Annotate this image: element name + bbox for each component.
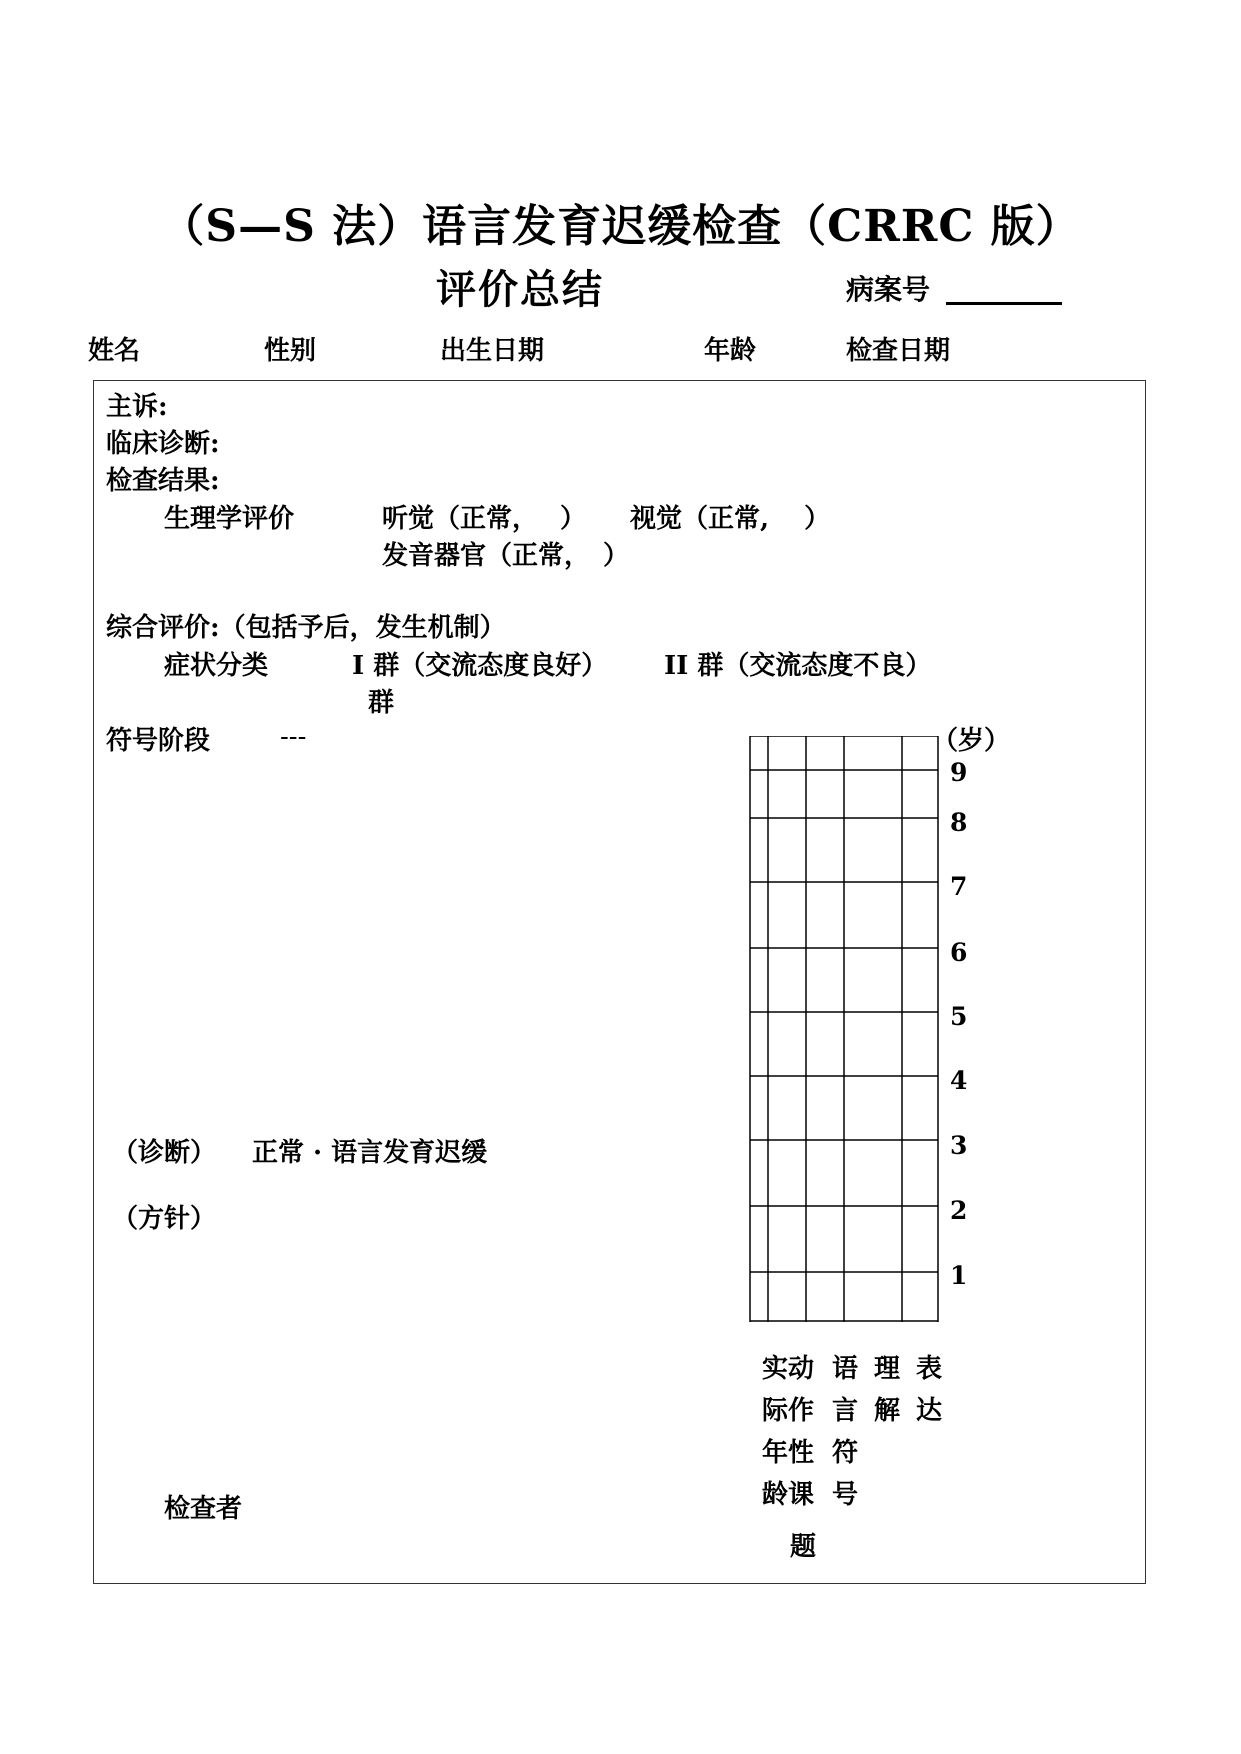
column-label-char: 年 (762, 1438, 793, 1468)
comprehensive-eval-label: 综合评价:（包括予后，发生机制） (106, 613, 506, 643)
case-number-field[interactable] (946, 302, 1062, 305)
articulation-item: 发音器官（正常， ） (382, 541, 630, 571)
diagnosis-label: （诊断） (112, 1138, 217, 1168)
physiological-eval-label: 生理学评价 (164, 504, 295, 534)
column-label-char: 表 (916, 1354, 947, 1384)
policy-label: （方针） (112, 1204, 217, 1234)
symbol-stage-value: --- (280, 722, 307, 752)
gender-label: 性别 (264, 336, 317, 366)
vision-item: 视觉（正常, ） (630, 504, 831, 534)
column-label-char: 际 (762, 1396, 793, 1426)
column-label-char: 符 (832, 1438, 863, 1468)
chief-complaint-label: 主诉: (106, 392, 168, 422)
dob-label: 出生日期 (440, 336, 545, 366)
hearing-item: 听觉（正常， ） (382, 504, 587, 534)
column-label-char: 题 (790, 1532, 821, 1562)
column-label-char: 达 (916, 1396, 947, 1426)
age-tick-8: 8 (950, 808, 968, 837)
name-label: 姓名 (88, 336, 141, 366)
column-label-char: 实 (762, 1354, 793, 1384)
column-label-char: 课 (788, 1480, 819, 1510)
column-label-char: 动 (788, 1354, 819, 1384)
column-label-char: 语 (832, 1354, 863, 1384)
age-tick-9: 9 (950, 758, 968, 787)
clinical-diagnosis-label: 临床诊断: (106, 429, 220, 459)
age-tick-4: 4 (950, 1066, 968, 1095)
column-label-char: 号 (832, 1480, 863, 1510)
symptom-class-label: 症状分类 (164, 651, 269, 681)
examiner-label: 检查者 (164, 1494, 243, 1524)
group-2-option: II 群（交流态度不良） (664, 651, 932, 681)
age-tick-5: 5 (950, 1002, 968, 1031)
diagnosis-value: 正常 · 语言发育迟缓 (252, 1138, 488, 1168)
age-tick-2: 2 (950, 1196, 968, 1225)
exam-results-label: 检查结果: (106, 466, 220, 496)
column-label-char: 言 (832, 1396, 863, 1426)
group-suffix: 群 (368, 688, 395, 718)
column-label-char: 龄 (762, 1480, 793, 1510)
case-number-label: 病案号 (846, 273, 931, 306)
column-label-char: 解 (874, 1396, 905, 1426)
document-title: （S—S 法）语言发育迟缓检查（CRRC 版） (160, 201, 1081, 252)
column-label-char: 理 (874, 1354, 905, 1384)
column-label-char: 性 (788, 1438, 819, 1468)
age-unit-label: （岁） (932, 726, 1011, 756)
column-label-char: 作 (788, 1396, 819, 1426)
age-tick-7: 7 (950, 872, 968, 901)
document-subtitle: 评价总结 (436, 266, 604, 313)
exam-date-label: 检查日期 (846, 336, 951, 366)
age-tick-1: 1 (950, 1261, 968, 1290)
age-chart-grid (748, 736, 940, 1322)
age-label: 年龄 (704, 336, 757, 366)
age-tick-3: 3 (950, 1131, 968, 1160)
group-1-option: I 群（交流态度良好） (352, 651, 608, 681)
symbol-stage-label: 符号阶段 (106, 726, 211, 756)
age-tick-6: 6 (950, 938, 968, 967)
